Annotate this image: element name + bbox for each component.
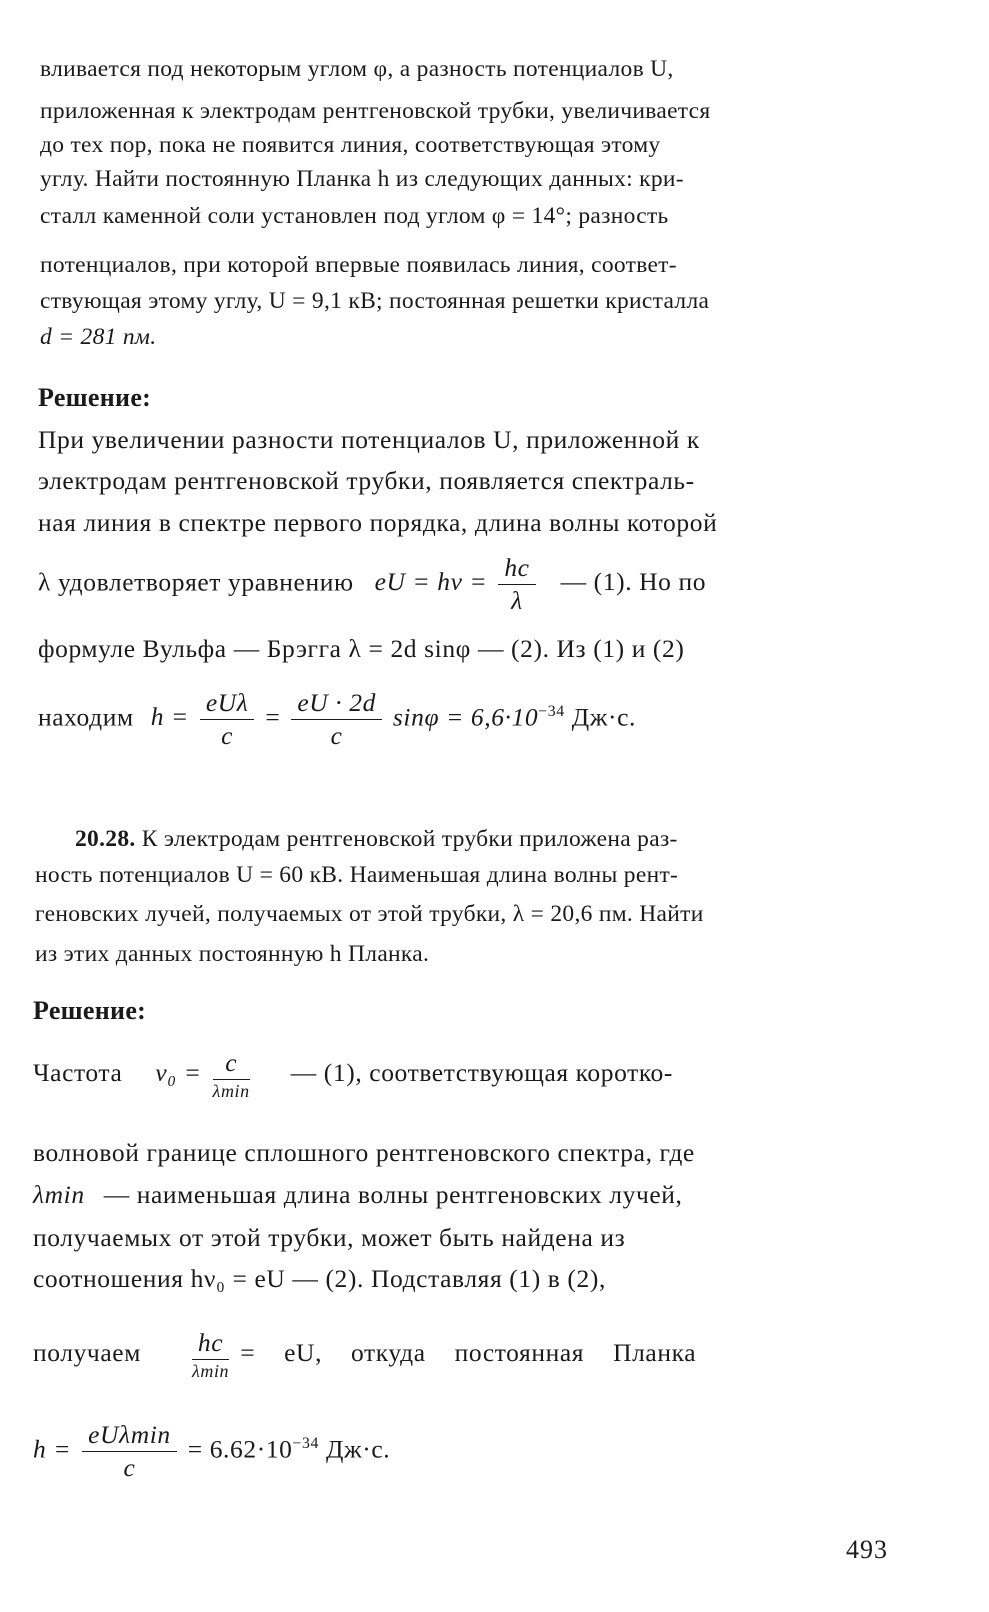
text-segment: — (1), соответствующая коротко- [290,1057,673,1087]
solution-heading: Решение: [38,383,152,412]
problem-first-line [75,826,678,853]
equation-line-1 [38,553,706,616]
text-line: волновой границе сплошного рентгеновского спектра, где [33,1138,695,1167]
fraction-c-lambdamin [213,1048,250,1102]
text-line: соотношения hν₀ = eU — (2). Подставляя (1) в (2), [33,1264,606,1293]
fraction-hc-lambdamin [192,1328,229,1382]
text-line: вливается под некоторым углом φ, а разность потенциалов U, [40,56,674,82]
text-segment: находим [38,702,134,732]
text-line: сталл каменной соли установлен под углом φ = 14°; разность [40,203,669,229]
text-line: геновских лучей, получаемых от этой трубки, λ = 20,6 пм. Найти [35,901,704,927]
unit-label: Дж·с. [571,702,636,732]
fraction-denominator: λmin [212,1081,250,1101]
text-line: до тех пор, пока не появится линия, соответствующая этому [40,132,661,158]
text-line: потенциалов, при которой впервые появилась линия, соответ- [40,252,677,278]
fraction-eulambda-c [200,688,255,751]
exponent: −34 [292,1434,320,1452]
fraction-numerator: eUλ [200,688,255,720]
text-line: ность потенциалов U = 60 кВ. Наименьшая длина волны рент- [35,862,679,888]
page-number: 493 [846,1535,888,1564]
text-segment: К электродам рентгеновской трубки приложена раз- [141,826,678,852]
text-line [33,1180,683,1210]
fraction-hc-lambda [498,553,535,616]
equation-lhs: eU = hν = [374,567,488,597]
problem-number: 20.28. [75,826,136,852]
fraction-numerator: hc [192,1328,229,1360]
text-line: углу. Найти постоянную Планка h из следующих данных: кри- [40,166,684,192]
equals-sign: = [265,702,281,732]
fraction-numerator: c [213,1048,250,1080]
equation-line-3 [33,1048,673,1102]
exponent: −34 [538,702,565,720]
text-line: получаемых от этой трубки, может быть найдена из [33,1223,626,1252]
fraction-eu2d-c [291,688,382,751]
fraction-numerator: eU · 2d [291,688,382,720]
text-line: приложенная к электродам рентгеновской трубки, увеличивается [40,98,711,124]
fraction-denominator: c [330,721,343,750]
unit-label: Дж·с. [326,1434,391,1464]
text-line: При увеличении разности потенциалов U, приложенной к [38,425,700,454]
fraction-eulambdamin-c [82,1420,177,1483]
fraction-numerator: hc [498,553,535,585]
fraction-denominator: c [221,721,234,750]
lambda-min-symbol: λmin [33,1180,85,1209]
equation-result: = 6.62·10 [187,1434,293,1464]
fraction-denominator: λ [511,586,523,615]
solution-heading: Решение: [33,996,147,1025]
text-segment: — (1). Но по [560,567,707,597]
fraction-denominator: c [123,1453,136,1482]
text-segment: получаем [33,1337,141,1367]
text-line: электродам рентгеновской трубки, появляется спектраль- [38,466,695,495]
text-segment: — наименьшая длина волны рентгеновских лучей, [103,1180,683,1209]
text-segment: λ удовлетворяет уравнению [38,567,354,597]
text-line: ная линия в спектре первого порядка, длина волны которой [38,508,718,537]
text-line: d = 281 пм. [40,324,157,350]
text-segment: Частота [33,1057,123,1087]
equation-lhs: h = [33,1434,72,1464]
text-line: формуле Вульфа — Брэгга λ = 2d sinφ — (2). Из (1) и (2) [38,634,685,663]
equation-lhs: h = [150,702,189,732]
equation-line-4 [33,1328,696,1382]
equation-line-2 [38,688,636,751]
fraction-numerator: eUλmin [82,1420,177,1452]
text-line: из этих данных постоянную h Планка. [35,941,430,967]
equation-lhs: ν₀ = [155,1057,202,1087]
fraction-denominator: λmin [191,1361,230,1381]
equation-result: sinφ = 6,6·10 [392,702,539,732]
equation-line-5 [33,1420,390,1483]
text-line: ствующая этому углу, U = 9,1 кВ; постоянная решетки кристалла [40,288,710,314]
text-segment: = eU, откуда постоянная Планка [240,1337,697,1367]
